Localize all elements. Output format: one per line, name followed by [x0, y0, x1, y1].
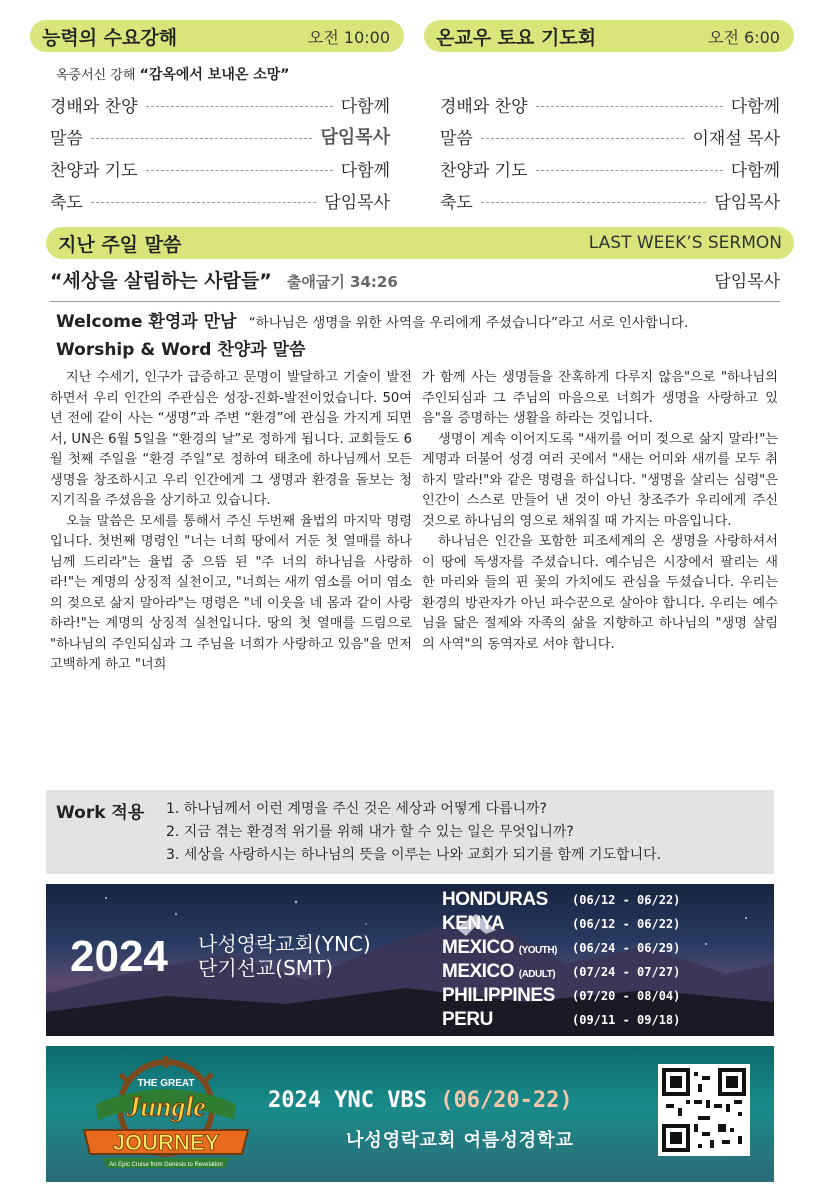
vbs-banner: [46, 1046, 774, 1182]
svg-text:THE GREAT: THE GREAT: [137, 1078, 195, 1089]
sermon-paragraph: 가 함께 사는 생명들을 잔혹하게 다루지 않음"으로 "하나님의 주인되심과 그 주님의 마음으로 너희가 생명을 사랑하고 있음"을 증명하는 생활을 하라는 것입니다.: [422, 370, 778, 426]
sermon-paragraph: 하나님은 인간을 포함한 피조세계의 온 생명을 사랑하셔서 이 땅에 독생자를 주셨습니다. 예수님은 시장에서 팔리는 새 한 마리와 들의 핀 꽃의 가치에도 관심을 두셨습니다. 우리는 환경의 방관자가 아닌 파수꾼으로 살아야 합니다. 우리는 예수님을 닮은 절제와 자족의 삶을 지향하고 하나님의 "생명 살림의 사역"의 동역자로 서야 합니다.: [422, 534, 778, 652]
sermon-title: “세상을 살림하는 사람들”: [50, 270, 272, 292]
order-row: 말씀 이재설 목사: [440, 128, 780, 149]
trip-row: PERU (09/11 - 09/18): [442, 1009, 681, 1030]
work-list: [166, 798, 661, 866]
order-row: 말씀 담임목사: [50, 127, 390, 149]
order-row: 경배와 찬양 다함께: [50, 96, 390, 117]
wednesday-header: [30, 20, 404, 52]
sermon-right-column: [422, 368, 778, 655]
order-row: 축도 담임목사: [440, 192, 780, 213]
trip-row: KENYA (06/12 - 06/22): [442, 913, 681, 934]
sermon-title-row: [50, 266, 780, 302]
sermon-paragraph: 오늘 말씀은 모세를 통해서 주신 두번째 율법의 마지막 명령입니다. 첫번째 명령인 "너는 너희 땅에서 거둔 첫 열매를 하나님께 드리라"는 율법 중 으뜸 된 "주 너의 하나님을 사랑하라!"는 계명의 상징적 실천이고, "너희는 새끼 염소를 어미 염소의 젖으로 삶지 말아라"는 명령은 "네 이웃을 네 몸과 같이 사랑하라!"는 계명의 상징적 실천입니다. 땅의 첫 열매를 드림으로 "하나님의 주인되심과 그 주님을 너희가 사랑하고 있음"을 먼저 고백하게 하고 "너희: [50, 513, 412, 672]
leader-line: [146, 170, 333, 171]
saturday-title: 온교우 토요 기도회: [436, 26, 597, 49]
svg-text:JOURNEY: JOURNEY: [112, 1130, 220, 1155]
order-row: 축도 담임목사: [50, 192, 390, 213]
leader-line: [481, 138, 685, 139]
work-item: 3. 세상을 사랑하시는 하나님의 뜻을 이루는 나와 교회가 되기를 함께 기도합니다.: [166, 847, 662, 863]
trip-row: MEXICO (ADULT) (07/24 - 07/27): [442, 961, 681, 982]
order-row: 찬양과 기도 다함께: [50, 160, 390, 181]
leader-line: [91, 138, 313, 139]
saturday-time: 오전 6:00: [708, 27, 780, 47]
jungle-journey-logo: [66, 1054, 266, 1174]
trip-row: PHILIPPINES (07/20 - 08/04): [442, 985, 681, 1006]
vbs-title: 2024 YNC VBS (06/20-22): [268, 1088, 573, 1113]
leader-line: [146, 106, 333, 107]
leader-line: [91, 202, 316, 203]
sermon-section-title-en: LAST WEEK’S SERMON: [588, 233, 782, 253]
welcome-line: [56, 307, 786, 332]
sermon-section-header: [46, 227, 794, 259]
sermon-paragraph: 지난 수세기, 인구가 급증하고 문명이 발달하고 기술이 발전하면서 우리 인간의 주관심은 성장-진화-발전이었습니다. 50여년 전에 같이 사는 “생명”과 주변 “환경”에 관심을 가지게 되면서, UN은 6월 5일을 “환경의 날”로 정하게 됩니다. 교회들도 6월 첫째 주일을 “환경 주일”로 정하여 태초에 하나님께서 모든 생명을 창조하시고 우리 인간에게 그 생명과 환경을 돌보는 청지기직을 주셨음을 상기하고 있습니다.: [50, 370, 412, 508]
order-row: 경배와 찬양 다함께: [440, 96, 780, 117]
wednesday-time: 오전 10:00: [307, 27, 390, 47]
welcome-text: “하나님은 생명을 위한 사역을 우리에게 주셨습니다”라고 서로 인사합니다.: [248, 315, 689, 331]
svg-text:An Epic Cruise from Genesis to: An Epic Cruise from Genesis to Revelation: [109, 1162, 223, 1168]
wednesday-order: [50, 88, 390, 216]
worship-heading: Worship & Word 찬양과 말씀: [56, 340, 306, 360]
sermon-left-column: [50, 368, 412, 676]
vbs-dates: (06/20-22): [440, 1088, 573, 1113]
saturday-order: [440, 88, 780, 216]
welcome-heading: Welcome 환영과 만남: [56, 312, 237, 332]
mission-year: 2024: [70, 932, 168, 981]
wednesday-subtitle: 옥중서신 강해 “감옥에서 보내온 소망”: [56, 67, 290, 83]
svg-text:Jungle: Jungle: [126, 1092, 206, 1123]
leader-line: [536, 170, 723, 171]
leader-line: [481, 202, 706, 203]
work-item: 1. 하나님께서 이런 계명을 주신 것은 세상과 어떻게 다릅니까?: [166, 801, 547, 817]
leader-line: [536, 106, 723, 107]
preacher: 담임목사: [714, 272, 780, 292]
work-heading: Work 적용: [56, 803, 145, 823]
mission-trip-list: [442, 888, 680, 1032]
sermon-section-title: 지난 주일 말씀: [58, 233, 182, 256]
order-row: 찬양과 기도 다함께: [440, 160, 780, 181]
mission-trip-banner: [46, 884, 774, 1036]
wednesday-title: 능력의 수요강해: [42, 26, 178, 49]
scripture-reference: 출애굽기 34:26: [286, 273, 398, 291]
work-application-box: [46, 790, 774, 874]
trip-row: HONDURAS (06/12 - 06/22): [442, 889, 681, 910]
mission-church: 나성영락교회(YNC) 단기선교(SMT): [198, 932, 371, 980]
vbs-subtitle: 나성영락교회 여름성경학교: [346, 1130, 574, 1151]
saturday-header: [424, 20, 794, 52]
work-item: 2. 지금 겪는 환경적 위기를 위해 내가 할 수 있는 일은 무엇입니까?: [166, 824, 574, 840]
qr-code[interactable]: [658, 1064, 750, 1156]
sermon-paragraph: 생명이 계속 이어지도록 "새끼를 어미 젖으로 삶지 말라!"는 계명과 더불어 성경 여러 곳에서 "새는 어미와 새끼를 모두 취하지 말라!"와 같은 명령을 하십니다. "생명을 살리는 심령"은 인간이 스스로 만들어 낸 것이 아닌 창조주가 우리에게 주신 것으로 하나님의 영으로 채워질 때 가지는 마음입니다.: [422, 431, 778, 529]
trip-row: MEXICO (YOUTH) (06/24 - 06/29): [442, 937, 681, 958]
